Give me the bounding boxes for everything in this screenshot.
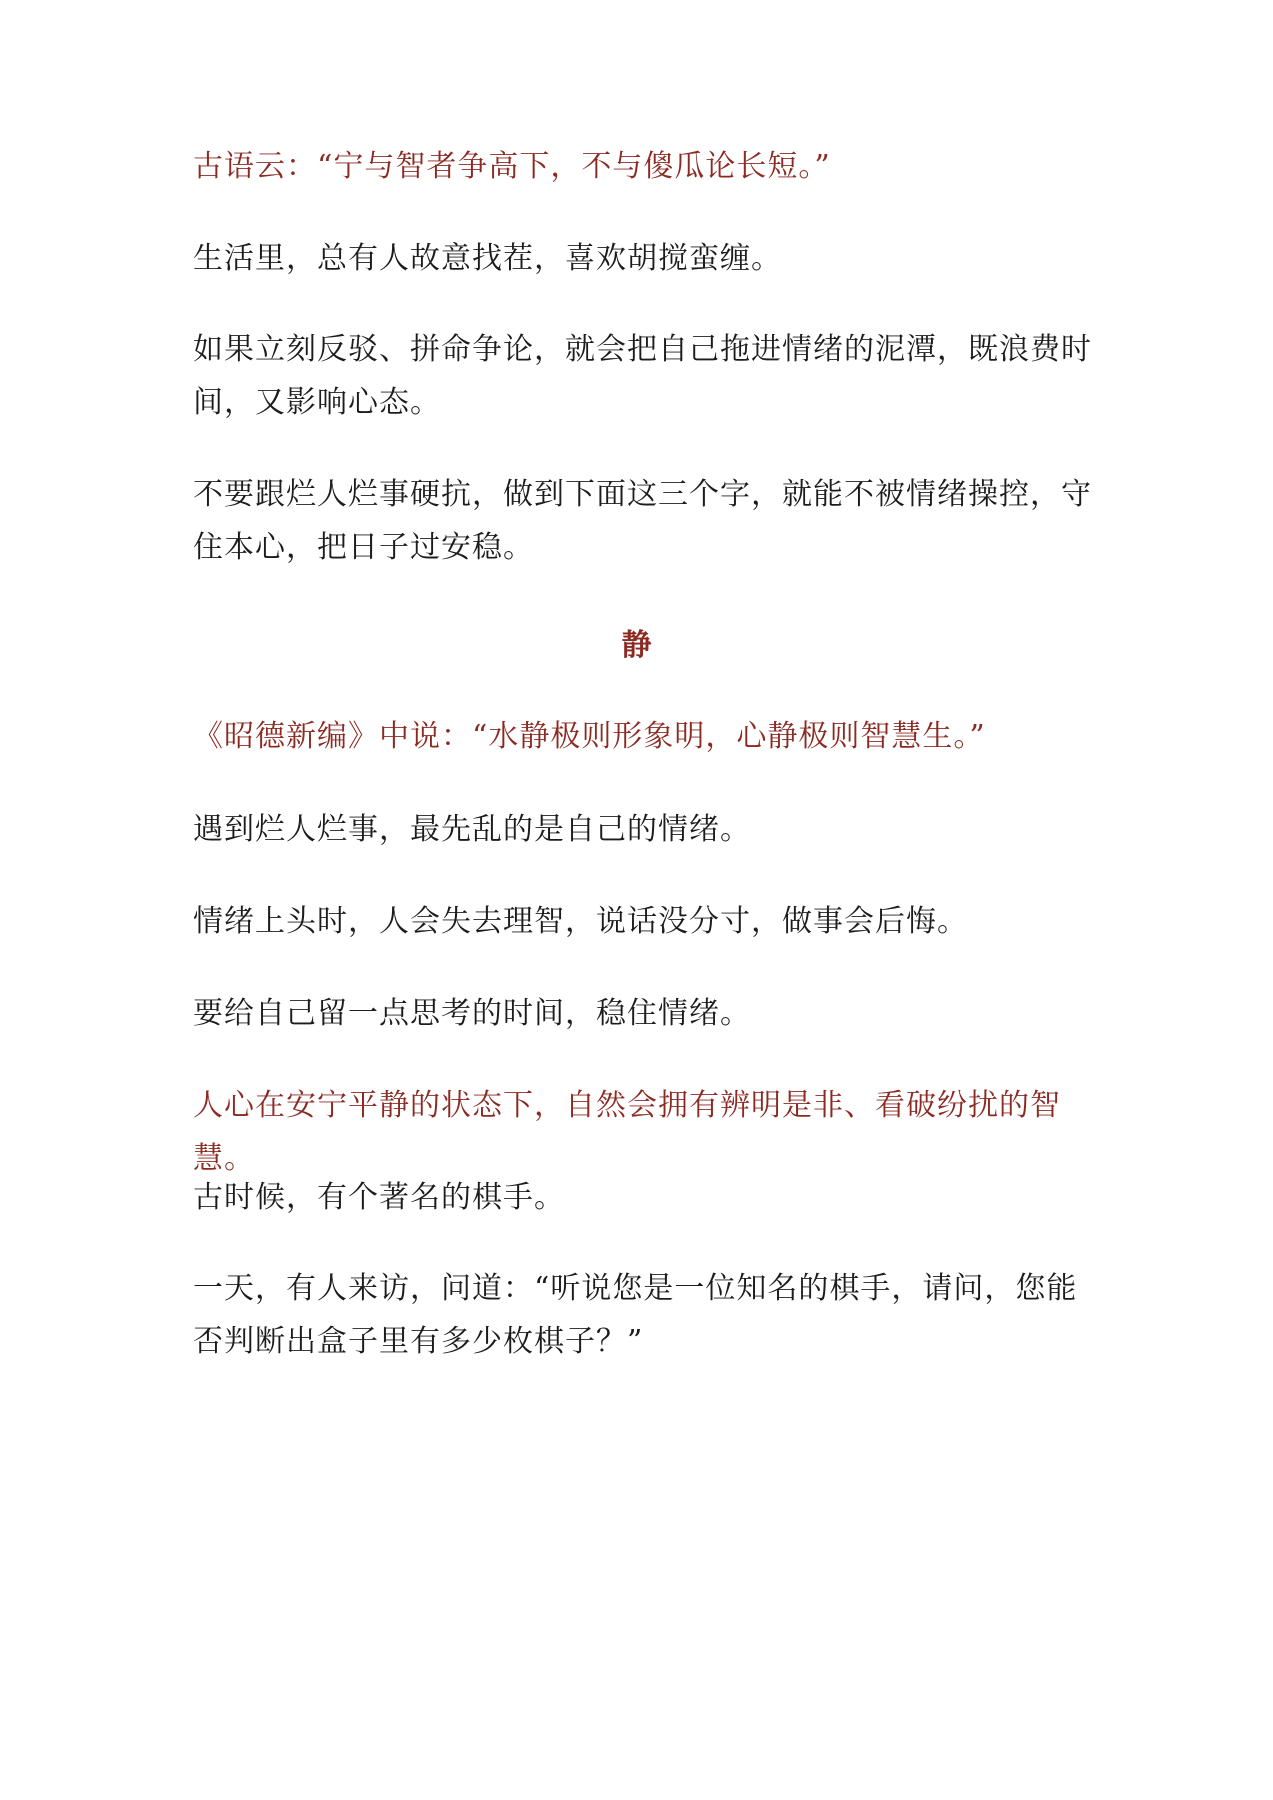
classic-quote: 《昭德新编》中说：“水静极则形象明，心静极则智慧生。” <box>193 719 986 754</box>
paragraph: 不要跟烂人烂事硬抗，做到下面这三个字，就能不被情绪操控，守住本心，把日子过安稳。 <box>193 477 1092 565</box>
highlight-sentence: 人心在安宁平静的状态下，自然会拥有辨明是非、看破纷扰的智慧。 <box>193 1088 1061 1176</box>
section-title: 静 <box>621 628 652 663</box>
paragraph: 遇到烂人烂事，最先乱的是自己的情绪。 <box>193 812 751 847</box>
paragraph: 一天，有人来访，问道：“听说您是一位知名的棋手，请问，您能否判断出盒子里有多少枚棋子？” <box>193 1271 1078 1359</box>
paragraph: 如果立刻反驳、拼命争论，就会把自己拖进情绪的泥潭，既浪费时间，又影响心态。 <box>193 332 1092 420</box>
paragraph: 古时候，有个著名的棋手。 <box>193 1180 565 1215</box>
opening-quote: 古语云：“宁与智者争高下，不与傻瓜论长短。” <box>193 149 831 184</box>
paragraph: 生活里，总有人故意找茬，喜欢胡搅蛮缠。 <box>193 241 782 276</box>
paragraph: 情绪上头时，人会失去理智，说话没分寸，做事会后悔。 <box>193 904 968 939</box>
paragraph: 要给自己留一点思考的时间，稳住情绪。 <box>193 996 751 1031</box>
